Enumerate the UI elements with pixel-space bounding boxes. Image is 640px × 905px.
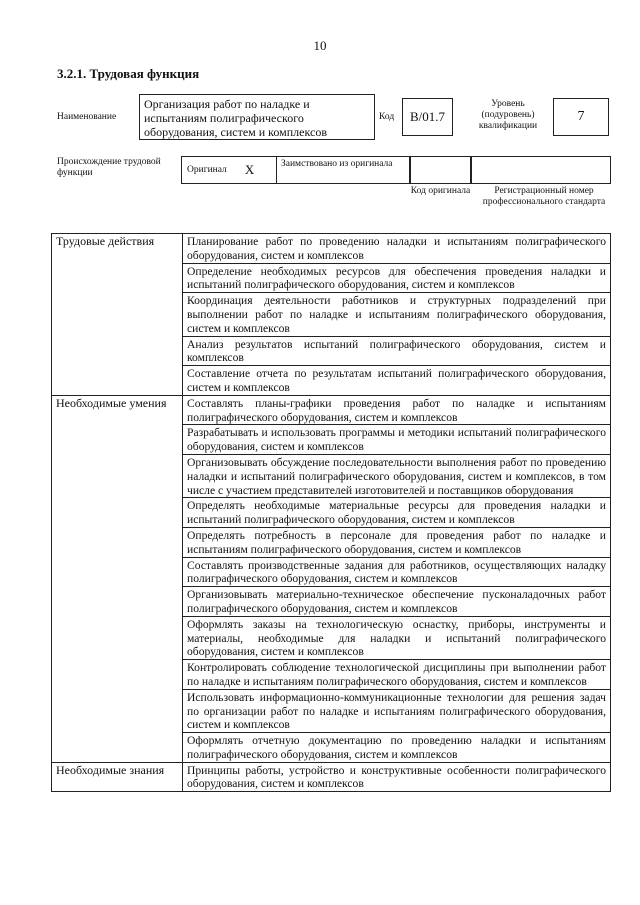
table-cell: Планирование работ по проведению наладки и испытаниям полиграфического оборудования, систем и комплексов [183,234,611,264]
origin-label: Происхождение трудовой функции [57,157,161,178]
original-cell [181,156,277,184]
name-label: Наименование [57,112,117,122]
table-cell: Принципы работы, устройство и конструктивные особенности полиграфического оборудования, систем и комплексов [183,762,611,792]
function-table [51,233,611,792]
code-original-caption: Код оригинала [410,186,471,196]
function-name-box: Организация работ по наладке и испытаниям полиграфического оборудования, систем и комплексов [139,94,375,140]
origin-row [181,156,410,184]
original-label: Оригинал [187,165,227,175]
code-value-box: В/01.7 [402,98,453,136]
table-cell: Составлять производственные задания для работников, осуществляющих наладку полиграфического оборудования, систем и комплексов [183,557,611,587]
table-cell: Организовывать материально-техническое обеспечение пусконаладочных работ полиграфического оборудования, систем и комплексов [183,587,611,617]
reg-number-cell [471,156,611,184]
section-label: Необходимые знания [52,762,183,792]
borrowed-label: Заимствовано из оригинала [281,159,393,169]
page-number: 10 [313,38,327,53]
reg-number-caption: Регистрационный номер профессионального стандарта [482,186,606,207]
table-cell: Использовать информационно-коммуникационные технологии для решения задач по организации работ по наладке и испытаниям полиграфического оборудования, систем и комплексов [183,689,611,732]
table-cell: Организовывать обсуждение последовательности выполнения работ по проведению наладки и испытаний полиграфического оборудования, систем и комплексов, в том числе с участием представителей изготовителей и поставщиков оборудования [183,454,611,497]
original-mark: X [244,162,255,177]
table-row [52,234,611,264]
table-cell: Составление отчета по результатам испытаний полиграфического оборудования, систем и комплексов [183,366,611,396]
borrowed-cell [277,156,410,184]
table-cell: Разрабатывать и использовать программы и методики испытаний полиграфического оборудования, систем и комплексов [183,425,611,455]
section-label: Необходимые умения [52,395,183,762]
section-title: 3.2.1. Трудовая функция [57,66,200,81]
level-value-box: 7 [553,98,609,136]
code-original-cell [410,156,471,184]
table-cell: Определять потребность в персонале для проведения работ по наладке и испытаниям полиграфического оборудования, систем и комплексов [183,527,611,557]
table-cell: Координация деятельности работников и структурных подразделений при выполнении работ по наладке и испытаниям полиграфического оборудования, систем и комплексов [183,293,611,336]
table-row [52,395,611,425]
table-cell: Контролировать соблюдение технологической дисциплины при выполнении работ по наладке и испытаниям полиграфического оборудования, систем и комплексов [183,660,611,690]
table-row [52,762,611,792]
code-label: Код [379,112,395,122]
level-label: Уровень (подуровень) квалификации [478,99,538,131]
table-cell: Оформлять отчетную документацию по проведению наладки и испытаниям полиграфического оборудования, систем и комплексов [183,733,611,763]
table-cell: Определение необходимых ресурсов для обеспечения проведения наладки и испытаний полиграфического оборудования, систем и комплексов [183,263,611,293]
section-label: Трудовые действия [52,234,183,396]
table-cell: Анализ результатов испытаний полиграфического оборудования, систем и комплексов [183,336,611,366]
table-cell: Составлять планы-графики проведения работ по наладке и испытаниям полиграфического оборудования, систем и комплексов [183,395,611,425]
table-cell: Определять необходимые материальные ресурсы для проведения наладки и испытаний полиграфического оборудования, систем и комплексов [183,498,611,528]
table-cell: Оформлять заказы на технологическую оснастку, приборы, инструменты и материалы, необходимые для наладки и испытаний полиграфического оборудования, систем и комплексов [183,616,611,659]
